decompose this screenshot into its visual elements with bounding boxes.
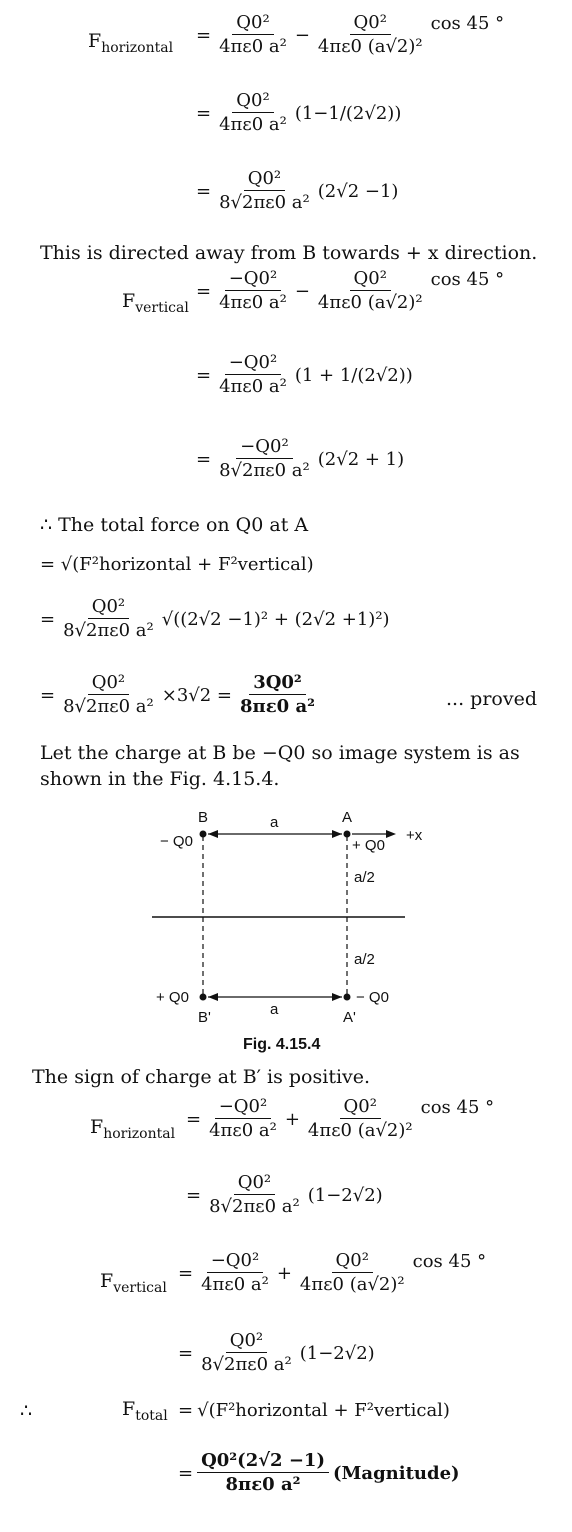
image-system-figure bbox=[140, 800, 430, 1030]
f2-horizontal-label: $F_{horizontal}$ bbox=[90, 1116, 176, 1142]
f-total-label: $F_{total}$ bbox=[122, 1398, 168, 1424]
direction-text: This is directed away from B towards + x direction. bbox=[40, 242, 538, 264]
eq2-vertical-line1: = $\frac{\text{−Q0²}}{\text{4πε0 a²}}$ + $\frac{\text{Q0²}}{\text{4πε0 (a√2)²}}$ cos 45 ° bbox=[178, 1250, 487, 1295]
therefore-symbol: ∴ bbox=[20, 1400, 33, 1422]
eq-total-line3: = $\frac{\text{Q0²}}{\text{8√2πε0 a²}}$ ×3√2 = $\frac{\text{3Q0²}}{\text{8πε0 a²}}$ bbox=[40, 672, 315, 717]
fig-charge-ap: − Q0 bbox=[356, 989, 389, 1006]
fig-label-a-top: a bbox=[270, 814, 279, 831]
fig-a2-top: a/2 bbox=[354, 869, 375, 886]
eq-horizontal-line3: = $\frac{\text{Q0²}}{\text{8√2πε0 a²}}$ (2√2 −1) bbox=[196, 168, 399, 213]
charge-a-dot bbox=[344, 831, 351, 838]
fig-label-ap: A' bbox=[343, 1009, 356, 1026]
fig-charge-b: − Q0 bbox=[160, 833, 193, 850]
fig-charge-a: + Q0 bbox=[352, 837, 385, 854]
charge-ap-dot bbox=[344, 994, 351, 1001]
eq-total-sqrt: = √(F²horizontal + F²vertical) bbox=[40, 554, 314, 575]
f2-vertical-label: $F_{vertical}$ bbox=[100, 1270, 167, 1296]
eq-horizontal-line1: = $\frac{\text{Q0²}}{\text{4πε0 a²}}$ − $\frac{\text{Q0²}}{\text{4πε0 (a√2)²}}$ cos 45 ° bbox=[196, 12, 505, 57]
para-line2: shown in the Fig. 4.15.4. bbox=[40, 768, 280, 790]
fig-label-bp: B' bbox=[198, 1009, 211, 1026]
proved-label: ... proved bbox=[446, 688, 537, 710]
total-force-text: ∴ The total force on Q0 at A bbox=[40, 514, 309, 536]
eq-magnitude: = $\frac{\text{Q0²(2√2 −1)}}{\text{8πε0 a²}}$ (Magnitude) bbox=[178, 1450, 460, 1495]
fig-x-label: +x bbox=[406, 827, 423, 844]
charge-b-dot bbox=[200, 831, 207, 838]
eq-vertical-line3: = $\frac{\text{−Q0²}}{\text{8√2πε0 a²}}$ (2√2 + 1) bbox=[196, 436, 405, 481]
eq-total-line2: = $\frac{\text{Q0²}}{\text{8√2πε0 a²}}$ √((2√2 −1)² + (2√2 +1)²) bbox=[40, 596, 390, 641]
figure-caption: Fig. 4.15.4 bbox=[243, 1036, 321, 1053]
eq2-horizontal-line2: = $\frac{\text{Q0²}}{\text{8√2πε0 a²}}$ (1−2√2) bbox=[186, 1172, 383, 1217]
fig-label-a-bot: a bbox=[270, 1001, 279, 1018]
eq-horizontal-line2: = $\frac{\text{Q0²}}{\text{4πε0 a²}}$ (1−1/(2√2)) bbox=[196, 90, 402, 135]
eq2-horizontal-line1: = $\frac{\text{−Q0²}}{\text{4πε0 a²}}$ + $\frac{\text{Q0²}}{\text{4πε0 (a√2)²}}$ cos 45 ° bbox=[186, 1096, 495, 1141]
eq-ftotal: = √(F²horizontal + F²vertical) bbox=[178, 1400, 450, 1421]
eq-vertical-line1: = $\frac{\text{−Q0²}}{\text{4πε0 a²}}$ − $\frac{\text{Q0²}}{\text{4πε0 (a√2)²}}$ cos 45 ° bbox=[196, 268, 505, 313]
f-vertical-label: $F_{vertical}$ bbox=[122, 290, 189, 316]
fig-label-a: A bbox=[342, 809, 353, 826]
fig-a2-bot: a/2 bbox=[354, 951, 375, 968]
fig-charge-bp: + Q0 bbox=[156, 989, 189, 1006]
sign-text: The sign of charge at B′ is positive. bbox=[32, 1066, 371, 1088]
fig-label-b: B bbox=[198, 809, 209, 826]
eq2-vertical-line2: = $\frac{\text{Q0²}}{\text{8√2πε0 a²}}$ (1−2√2) bbox=[178, 1330, 375, 1375]
eq-vertical-line2: = $\frac{\text{−Q0²}}{\text{4πε0 a²}}$ (1 + 1/(2√2)) bbox=[196, 352, 413, 397]
para-line1: Let the charge at B be −Q0 so image system is as bbox=[40, 742, 520, 764]
charge-bp-dot bbox=[200, 994, 207, 1001]
f-horizontal-label: $F_{horizontal}$ bbox=[88, 30, 174, 56]
